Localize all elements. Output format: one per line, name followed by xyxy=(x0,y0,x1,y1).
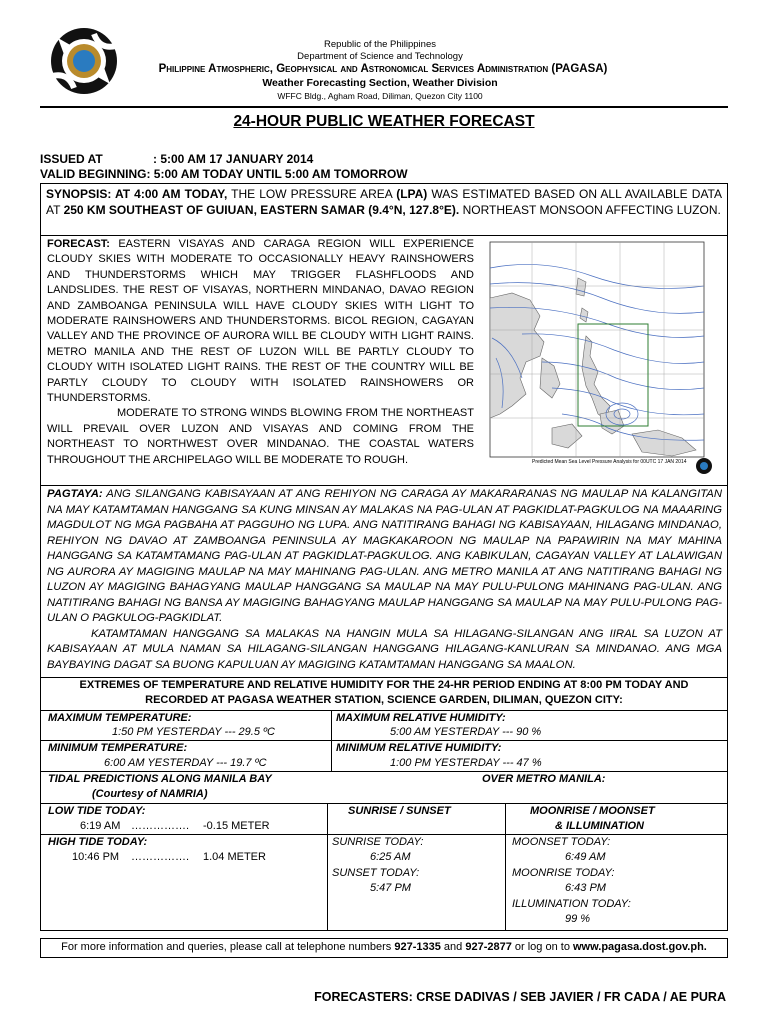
contact-and: and xyxy=(440,941,466,953)
header-republic: Republic of the Philippines xyxy=(324,39,436,50)
illumination-label: ILLUMINATION TODAY: xyxy=(512,898,631,910)
forecast-paragraph-2: MODERATE TO STRONG WINDS BLOWING FROM THE NORTHEAST WILL PREVAIL OVER LUZON AND VISAYAS AND COMING FROM THE NORTHEAST TO NORTHWEST OVER MINDANAO. THE COASTAL WATERS THROUGHOUT THE ARCHIPELAGO WILL BE MODERATE TO ROUGH. xyxy=(47,407,474,466)
phone-number-1: 927-1335 xyxy=(394,941,441,953)
moon-heading-2: & ILLUMINATION xyxy=(555,820,645,832)
map-caption: Predicted Mean Sea Level Pressure Analysis for 00UTC 17 JAN 2014 xyxy=(532,459,687,465)
moonrise-label: MOONRISE TODAY: xyxy=(512,867,615,879)
header-agency: Philippine Atmospheric, Geophysical and Astronomical Services Administration (PAGASA) xyxy=(158,63,608,75)
low-tide-time: 6:19 AM xyxy=(80,820,121,832)
moonrise-value: 6:43 PM xyxy=(565,882,606,894)
max-temp-label: MAXIMUM TEMPERATURE: xyxy=(48,712,192,724)
min-temp-value: 6:00 AM YESTERDAY --- 19.7 ºC xyxy=(104,757,267,769)
high-tide-time: 10:46 PM xyxy=(72,851,120,863)
table-line xyxy=(40,834,728,835)
over-metro-manila: OVER METRO MANILA: xyxy=(482,773,606,785)
pagtaya-divider xyxy=(40,677,728,678)
pagtaya-text xyxy=(47,487,722,673)
pagtaya-label: PAGTAYA: xyxy=(47,488,103,500)
table-line xyxy=(40,740,728,741)
tidal-courtesy: (Courtesy of NAMRIA) xyxy=(92,788,208,800)
high-tide-label: HIGH TIDE TODAY: xyxy=(48,836,148,848)
extremes-heading-1: EXTREMES OF TEMPERATURE AND RELATIVE HUMIDITY FOR THE 24-HR PERIOD ENDING AT 8:00 PM TODAY AND xyxy=(79,679,689,691)
max-temp-value: 1:50 PM YESTERDAY --- 29.5 ºC xyxy=(112,726,275,738)
low-tide-value: -0.15 METER xyxy=(203,820,270,832)
synopsis-text-2: WAS ESTIMATED BASED ON ALL AVAILABLE DATA AT xyxy=(46,187,722,217)
table-line xyxy=(331,710,332,771)
issued-at xyxy=(40,152,313,166)
moonset-value: 6:49 AM xyxy=(565,851,606,863)
phone-number-2: 927-2877 xyxy=(465,941,512,953)
table-line xyxy=(505,803,506,931)
header-divider xyxy=(40,106,728,108)
tidal-heading: TIDAL PREDICTIONS ALONG MANILA BAY xyxy=(48,773,272,785)
low-tide-row xyxy=(80,820,270,832)
pagtaya-paragraph-2: KATAMTAMAN HANGGANG SA MALAKAS NA HANGIN MULA SA HILAGANG-SILANGAN ANG IIRAL SA LUZON AT KABISAYAAN AT MULA NAMAN SA HILAGANG-SILANGAN HANGGANG HILAGANG-KANLURAN SA MINDANAO. ANG MGA BAYBAYING DAGAT SA BUONG KAPULUAN AY MAGIGING KATAMTAMAN HANGGANG SA MAALON. xyxy=(47,627,722,671)
max-rh-value: 5:00 AM YESTERDAY --- 90 % xyxy=(390,726,542,738)
website-link[interactable]: www.pagasa.dost.gov.ph. xyxy=(573,941,707,953)
valid-value: : 5:00 AM TODAY UNTIL 5:00 AM TOMORROW xyxy=(146,167,408,181)
pagtaya-paragraph-1: ANG SILANGANG KABISAYAAN AT ANG REHIYON NG CARAGA AY MAKARARANAS NG MAULAP NA KALANGITAN NA MAY KATAMTAMAN HANGGANG SA KUNG MINSAN AY MALAKAS NA PAG-ULAN AT PAGKIDLAT-PAGKULOG NA MAAARING MAGDULOT NG MGA PAGBAHA AT PAGGUHO NG LUPA. ANG NATITIRANG BAHAGI NG KABISAYAAN, HILAGANG MINDANAO, REHIYON NG DAVAO AT ZAMBOANGA PENINSULA AY MAGKAKAROON NG MAULAP NA PAPAWIRIN NA MAY MAHINA HANGGANG SA KATAMTAMANG PAG-ULAN AT PAGKIDLAT-PAGKULOG. ANG KABIKULAN, CAGAYAN VALLEY AT LALAWIGAN NG AURORA AY MAGIGING MAULAP NA MAY MAHINANG PAG-ULAN. ANG METRO MANILA AT ANG NATITIRANG BAHAGI NG LUZON AY MAGIGING BAHAGYANG MAULAP HANGGANG SA MAULAP NA MAY PULU-PULONG MAHINANG PAG-ULAN. ANG NATITIRANG BAHAGI NG BANSA AY MAGIGING BAHAGYANG MAULAP HANGGANG SA MAULAP NA MAY PULU-PULONG PAG-ULAN O PAGKULOG-PAGKIDLAT. xyxy=(47,488,722,624)
contact-text-2: or log on to xyxy=(511,941,573,953)
valid-beginning xyxy=(40,167,408,181)
sun-heading: SUNRISE / SUNSET xyxy=(348,805,451,817)
contact-text-1: For more information and queries, please call at telephone numbers xyxy=(61,941,395,953)
pressure-analysis-map xyxy=(482,238,720,478)
issued-value: : 5:00 AM 17 JANUARY 2014 xyxy=(153,152,314,166)
low-tide-dots: ……………. xyxy=(131,820,190,832)
synopsis-divider xyxy=(40,235,728,236)
header-department: Department of Science and Technology xyxy=(297,51,463,62)
sunset-value: 5:47 PM xyxy=(370,882,411,894)
pagasa-logo xyxy=(48,26,120,96)
min-rh-label: MINIMUM RELATIVE HUMIDITY: xyxy=(336,742,502,754)
synopsis-text-1: THE LOW PRESSURE AREA xyxy=(227,187,397,201)
page-title: 24-HOUR PUBLIC WEATHER FORECAST xyxy=(233,113,535,130)
extremes-heading-2: RECORDED AT PAGASA WEATHER STATION, SCIENCE GARDEN, DILIMAN, QUEZON CITY: xyxy=(145,694,623,706)
forecast-paragraph-1: EASTERN VISAYAS AND CARAGA REGION WILL EXPERIENCE CLOUDY SKIES WITH MODERATE TO OCCASIONALLY HEAVY RAINSHOWERS AND THUNDERSTORMS WHICH MAY TRIGGER FLASHFLOODS AND LANDSLIDES. THE REST OF VISAYAS, NORTHERN MINDANAO, DAVAO REGION AND ZAMBOANGA PENINSULA WILL HAVE CLOUDY SKIES WITH LIGHT TO MODERATE RAINSHOWERS AND THUNDERSTORMS. BICOL REGION, CAGAYAN VALLEY AND THE PROVINCE OF AURORA WILL BE CLOUDY WITH LIGHT RAINS. METRO MANILA AND THE REST OF LUZON WILL BE PARTLY CLOUDY TO CLOUDY WITH ISOLATED LIGHT RAINS. THE REST OF THE COUNTRY WILL BE PARTLY CLOUDY TO CLOUDY WITH ISOLATED RAINSHOWERS OR THUNDERSTORMS. xyxy=(47,238,474,405)
table-line xyxy=(40,771,728,772)
synopsis xyxy=(46,186,722,218)
high-tide-value: 1.04 METER xyxy=(203,851,266,863)
valid-label: VALID BEGINNING xyxy=(40,167,147,181)
sunrise-label: SUNRISE TODAY: xyxy=(332,836,424,848)
synopsis-text-3: NORTHEAST MONSOON AFFECTING LUZON. xyxy=(459,203,721,217)
moonset-label: MOONSET TODAY: xyxy=(512,836,611,848)
synopsis-label: SYNOPSIS: AT 4:00 AM TODAY, xyxy=(46,187,228,201)
min-rh-value: 1:00 PM YESTERDAY --- 47 % xyxy=(390,757,542,769)
forecast-text xyxy=(47,237,474,468)
min-temp-label: MINIMUM TEMPERATURE: xyxy=(48,742,188,754)
sunset-label: SUNSET TODAY: xyxy=(332,867,420,879)
contact-info xyxy=(40,941,728,953)
illumination-value: 99 % xyxy=(565,913,591,925)
header-section: Weather Forecasting Section, Weather Division xyxy=(262,77,498,89)
low-tide-label: LOW TIDE TODAY: xyxy=(48,805,146,817)
sunrise-value: 6:25 AM xyxy=(370,851,411,863)
forecast-divider xyxy=(40,485,728,486)
synopsis-lpa: (LPA) xyxy=(396,187,428,201)
table-line xyxy=(40,803,728,804)
forecast-label: FORECAST: xyxy=(47,238,110,250)
high-tide-row xyxy=(72,851,266,863)
table-line xyxy=(327,803,328,931)
max-rh-label: MAXIMUM RELATIVE HUMIDITY: xyxy=(336,712,506,724)
synopsis-location: 250 KM SOUTHEAST OF GUIUAN, EASTERN SAMAR (9.4°N, 127.8°E). xyxy=(63,203,460,217)
moon-heading-1: MOONRISE / MOONSET xyxy=(530,805,655,817)
issued-label: ISSUED AT xyxy=(40,152,103,166)
table-line xyxy=(40,710,728,711)
forecasters: FORECASTERS: CRSE DADIVAS / SEB JAVIER / FR CADA / AE PURA xyxy=(314,990,726,1004)
header-address: WFFC Bldg., Agham Road, Diliman, Quezon City 1100 xyxy=(277,91,483,101)
high-tide-dots: ……………. xyxy=(131,851,190,863)
